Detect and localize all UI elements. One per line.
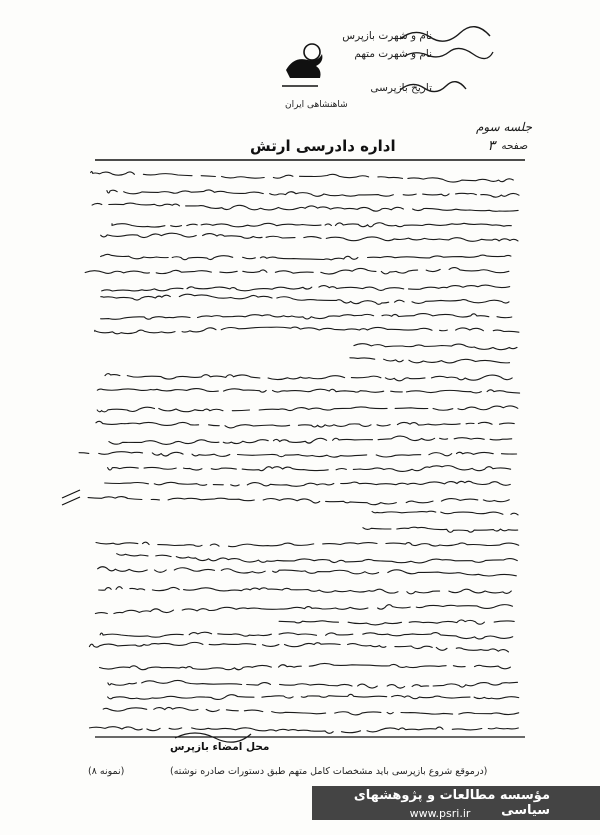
handwriting-line [105,481,511,486]
handwriting-line [100,663,511,669]
handwriting-line [101,314,512,320]
handwriting-line [363,527,518,532]
watermark-url[interactable]: www.psri.ir [409,807,471,820]
handwriting-line [97,406,518,412]
handwriting-line [99,587,512,594]
handwriting-line [95,605,512,614]
handwriting-line [88,497,509,505]
handwriting-line [108,466,511,472]
organization-name: شاهنشاهی ایران [285,100,348,110]
handwriting-line [103,694,519,699]
handwriting-line [279,620,514,625]
handwriting-line [78,268,509,274]
lion-sun-emblem-icon [282,44,322,86]
handwriting-line [83,642,508,652]
session-label: جلسه سوم [475,120,532,134]
handwriting-line [91,233,518,241]
handwriting-line [109,436,512,444]
margin-mark [62,490,80,505]
office-title: اداره دادرسی ارتش [250,137,396,155]
defendant-label: نام و شهرت متهم [354,48,432,60]
handwriting-line [105,374,512,381]
handwriting-line [91,171,514,182]
handwriting-line [110,554,518,563]
handwriting-line [98,567,517,576]
signature-label: محل امضاء بازپرس [170,741,270,753]
handwriting-line [102,285,510,291]
handwriting-line [95,327,519,334]
handwriting-line [101,294,509,304]
handwriting-line [79,452,517,458]
handwriting-line [92,203,518,211]
handwriting-line [354,344,517,350]
interrogator-label: نام و شهرت بازپرس [342,30,432,42]
handwriting-line [96,542,519,547]
handwriting-line [108,680,518,688]
page-label: صفحه [501,140,528,152]
handwriting-line [80,727,518,734]
watermark-institute: مؤسسه مطالعات و پژوهشهای سیاسی [353,788,550,818]
handwriting-line [350,358,510,363]
handwriting-line [96,254,511,260]
handwriting-line [112,223,511,227]
interrogation-date-label: تاریخ بازپرسی [370,82,432,94]
handwriting-lines [78,171,519,733]
handwriting-line [372,511,518,515]
page-number: ۳ [487,138,495,154]
handwriting-line [107,190,519,197]
bottom-note: (درموقع شروع بازپرسی باید مشخصات کامل متهم طبق دستورات صادره نوشته) [170,766,488,777]
handwriting-line [89,389,520,394]
handwriting-line [103,707,519,714]
form-sample-number: (نمونه ۸) [88,766,125,777]
handwriting-line [87,421,514,428]
handwriting-line [94,632,513,639]
